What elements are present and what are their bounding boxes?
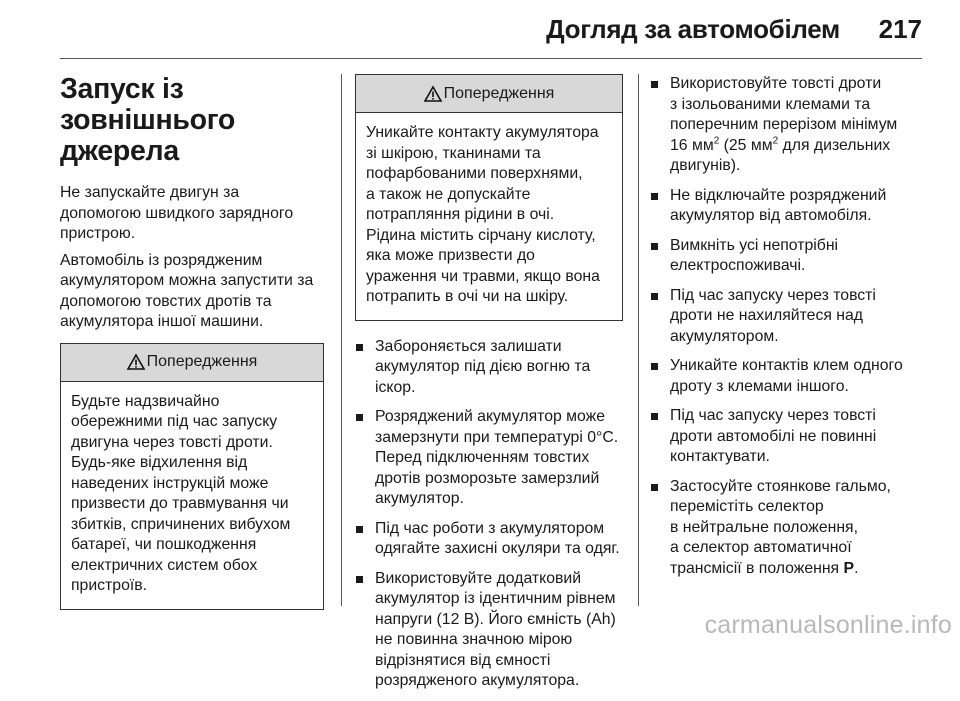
bullet-square-icon <box>651 193 658 200</box>
list-item: Розряджений акумулятор може замерзнути при температурі 0°C. Перед підключенням товстих дротів розморозьте замерзлий акумулятор. <box>355 407 623 510</box>
warning-heading <box>61 344 323 382</box>
warning-text: Будьте надзвичайно обережними під час запуску двигуна через товсті дроти. Будь-яке відхилення від наведених інструкцій може призвести до травмування чи збитків, спричинених вибухом батареї, чи пошкодження електричних систем обох пристроїв. <box>71 392 291 594</box>
column-right <box>650 74 920 588</box>
warning-label: Попередження <box>443 84 555 102</box>
column-middle <box>355 74 623 701</box>
list-item: Використовуйте товсті дроти з ізольованими клемами та поперечним перерізом мінімум 16 $мм^2$ (25 $мм^2$ для дизельних двигунів). <box>650 74 920 177</box>
running-title: Догляд за автомобілем <box>546 14 840 44</box>
intro-paragraph-2: Автомобіль із розрядженим акумулятором можна запустити за допомогою товстих дротів та акумулятора іншої машини. <box>60 251 314 330</box>
bullet-square-icon <box>356 344 363 351</box>
intro-paragraph-1: Не запускайте двигун за допомогою швидкого зарядного пристрою. <box>60 184 294 242</box>
bullet-square-icon <box>651 484 658 491</box>
list-item: Вимкніть усі непотрібні електроспоживачі. <box>650 236 920 277</box>
bullet-square-icon <box>651 293 658 300</box>
list-item: Використовуйте додатковий акумулятор із ідентичним рівнем напруги (12 В). Його ємність (Ah) не повинна значною мірою відрізнятися від ємності розрядженого акумулятора. <box>355 569 623 692</box>
warning-text: Уникайте контакту акумулятора зі шкірою, тканинами та пофарбованими поверхнями, а також не допускайте потрапляння рідини в очі. Рідина містить сірчану кислоту, яка може призвести до ураження чи травми, якщо вона потрапить в очі чи на шкіру. <box>366 124 600 305</box>
warning-heading <box>356 75 622 113</box>
section-title: Запуск із зовнішнього джерела <box>60 73 236 167</box>
bullet-square-icon <box>356 576 363 583</box>
bullet-square-icon <box>651 413 658 420</box>
bullet-list-middle <box>355 337 623 692</box>
list-item: Застосуйте стоянкове гальмо, перемістіть селектор в нейтральне положення, а селектор автоматичної трансмісії в положення P. <box>650 477 920 580</box>
warning-triangle-icon <box>424 86 442 102</box>
page-number: 217 <box>878 14 922 44</box>
bullet-square-icon <box>356 414 363 421</box>
watermark: carmanualsonline.info <box>704 611 952 639</box>
bullet-square-icon <box>651 243 658 250</box>
list-item: Під час запуску через товсті дроти не нахиляйтеся над акумулятором. <box>650 286 920 348</box>
bullet-list-right <box>650 74 920 579</box>
list-item: Уникайте контактів клем одного дроту з клемами іншого. <box>650 356 920 397</box>
warning-label: Попередження <box>146 353 258 370</box>
warning-box-acid <box>355 74 623 321</box>
bullet-square-icon <box>651 363 658 370</box>
selector-position-p: P <box>843 559 855 577</box>
warning-triangle-icon <box>127 354 145 370</box>
list-item: Не відключайте розряджений акумулятор від автомобіля. <box>650 186 920 227</box>
list-item: Під час запуску через товсті дроти автомобілі не повинні контактувати. <box>650 406 920 468</box>
running-header <box>0 0 960 58</box>
warning-box-explosion <box>60 343 324 610</box>
list-item: Під час роботи з акумулятором одягайте захисні окуляри та одяг. <box>355 519 623 560</box>
header-rule <box>60 58 922 59</box>
column-divider-left <box>341 74 342 606</box>
column-left <box>60 74 324 610</box>
column-divider-right <box>638 74 639 606</box>
list-item: Забороняється залишати акумулятор під дією вогню та іскор. <box>355 337 623 399</box>
bullet-square-icon <box>356 526 363 533</box>
bullet-square-icon <box>651 81 658 88</box>
